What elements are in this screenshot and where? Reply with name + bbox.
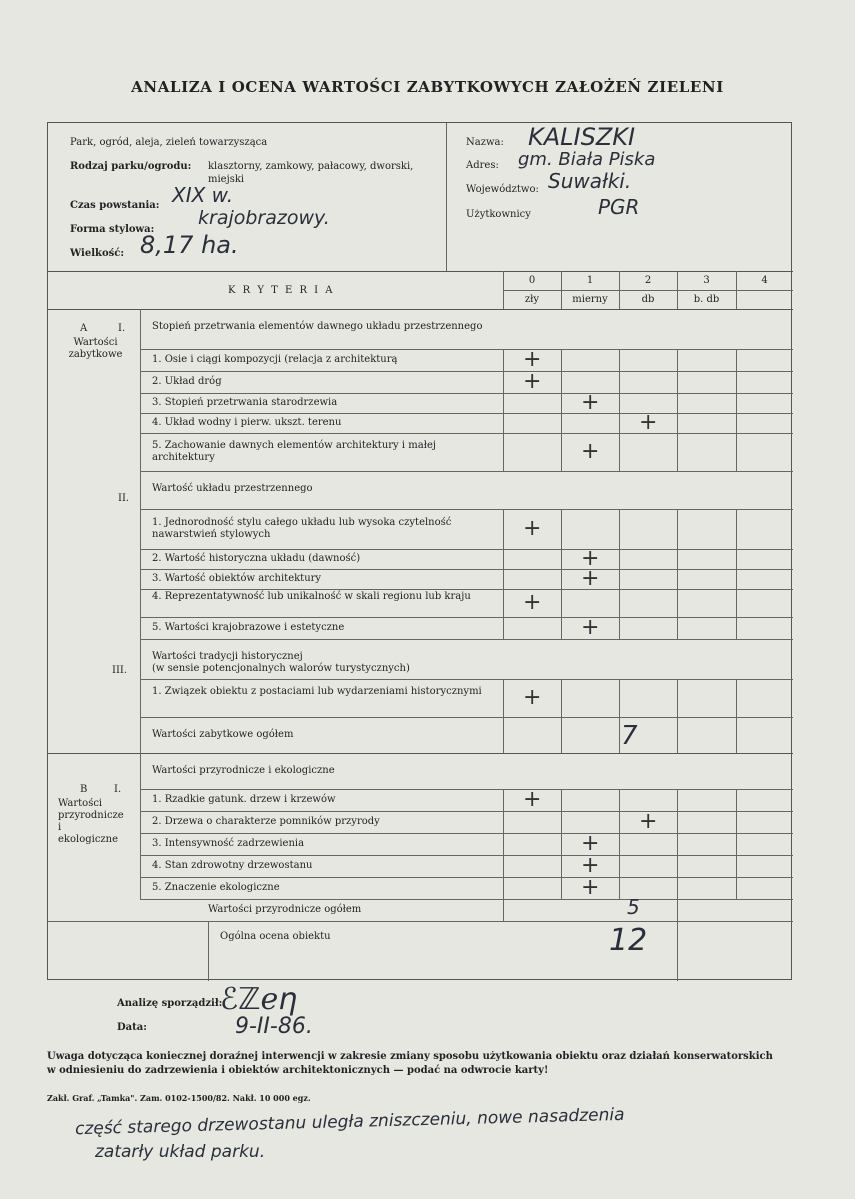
created-label: Czas powstania:: [70, 200, 160, 211]
row-a2-4-mark: +: [523, 590, 542, 615]
row-b-4-mark: +: [581, 853, 600, 878]
section-a-label: Wartości zabytkowe: [68, 337, 123, 360]
row-a1-3-label: 3. Stopień przetrwania starodrzewia: [152, 397, 338, 408]
name-value: KALISZKI: [528, 123, 636, 151]
row-a1-1-mark: +: [523, 347, 542, 372]
style-label: Forma stylowa:: [70, 224, 155, 235]
kind-options-city: miejski: [208, 174, 245, 185]
voivodeship-label: Województwo:: [466, 184, 539, 195]
row-a3-1-mark: +: [523, 685, 542, 710]
row-a1-3-mark: +: [581, 390, 600, 415]
scale-label-3: b. db: [693, 294, 720, 305]
overall-label: Ogólna ocena obiektu: [220, 931, 331, 942]
created-value: XIX w.: [172, 183, 234, 207]
group-a1-title: Stopień przetrwania elementów dawnego układu przestrzennego: [152, 321, 483, 332]
date-value: 9-II-86.: [235, 1014, 313, 1039]
row-b-1-mark: +: [523, 787, 542, 812]
address-value: gm. Biała Piska: [518, 149, 656, 170]
overall-value: 12: [609, 923, 648, 958]
row-b-2-mark: +: [639, 809, 658, 834]
row-b-3-label: 3. Intensywność zadrzewienia: [152, 838, 305, 849]
row-b-5-label: 5. Znaczenie ekologiczne: [152, 882, 280, 893]
total-a-value: 7: [621, 721, 638, 751]
name-label: Nazwa:: [466, 137, 504, 148]
row-a1-5-label: 5. Zachowanie dawnych elementów architektury i małej architektury: [152, 440, 436, 463]
warning-line-2: w odniesieniu do zadrzewienia i obiektów architektonicznych — podać na odwrocie karty!: [47, 1065, 549, 1076]
style-value: krajobrazowy.: [198, 207, 330, 229]
row-a2-5-mark: +: [581, 615, 600, 640]
row-a1-4-label: 4. Układ wodny i pierw. ukszt. terenu: [152, 417, 342, 428]
section-a-roman-3: III.: [112, 665, 128, 676]
section-a-roman-1: I.: [118, 323, 126, 334]
group-a3-subtitle: (w sensie potencjonalnych walorów turystycznych): [152, 663, 410, 674]
date-label: Data:: [117, 1022, 147, 1033]
handwritten-note-2: zatarły układ parku.: [95, 1142, 266, 1162]
scale-label-2: db: [641, 294, 655, 305]
scale-num-4: 4: [761, 275, 768, 286]
document-title: ANALIZA I OCENA WARTOŚCI ZABYTKOWYCH ZAŁOŻEŃ ZIELENI: [131, 78, 724, 96]
section-b-letter: B: [80, 784, 88, 795]
row-a1-4-mark: +: [639, 410, 658, 435]
kind-options: klasztorny, zamkowy, pałacowy, dworski,: [208, 161, 414, 172]
row-a2-3-label: 3. Wartość obiektów architektury: [152, 573, 322, 584]
row-a2-1-mark: +: [523, 516, 542, 541]
row-b-4-label: 4. Stan zdrowotny drzewostanu: [152, 860, 313, 871]
signature: ℰℤℯη: [220, 982, 298, 1017]
total-b-value: 5: [627, 895, 640, 919]
park-type-label: Park, ogród, aleja, zieleń towarzysząca: [70, 137, 268, 148]
warning-line-1: Uwaga dotycząca koniecznej doraźnej interwencji w zakresie zmiany sposobu użytkowania obiektu oraz działań konserwatorskich: [47, 1051, 773, 1062]
size-label: Wielkość:: [70, 248, 125, 259]
voivodeship-value: Suwałki.: [548, 169, 632, 193]
scale-num-2: 2: [644, 275, 652, 286]
section-b-label: Wartości przyrodnicze i ekologiczne: [58, 798, 124, 845]
group-b-title: Wartości przyrodnicze i ekologiczne: [152, 765, 335, 776]
users-value: PGR: [598, 195, 640, 219]
row-b-2-label: 2. Drzewa o charakterze pomników przyrody: [152, 816, 380, 827]
scale-num-0: 0: [528, 275, 536, 286]
section-a-letter: A: [80, 323, 88, 334]
row-a2-2-label: 2. Wartość historyczna układu (dawność): [152, 553, 361, 564]
size-value: 8,17 ha.: [140, 231, 239, 259]
row-a2-4-label: 4. Reprezentatywność lub unikalność w skali regionu lub kraju: [152, 591, 471, 602]
row-a2-5-label: 5. Wartości krajobrazowe i estetyczne: [152, 622, 345, 633]
warning-note: [47, 1050, 807, 1078]
handwritten-note-1: część starego drzewostanu uległa zniszczeniu, nowe nasadzenia: [74, 1104, 625, 1140]
users-label: Użytkownicy: [466, 209, 531, 220]
prepared-label: Analizę sporządził:: [117, 998, 223, 1009]
row-a3-1-label: 1. Związek obiektu z postaciami lub wydarzeniami historycznymi: [152, 686, 482, 697]
scale-num-1: 1: [586, 275, 594, 286]
kind-label: Rodzaj parku/ogrodu:: [70, 161, 192, 172]
row-a1-1-label: 1. Osie i ciągi kompozycji (relacja z architekturą: [152, 354, 398, 365]
address-label: Adres:: [466, 160, 499, 171]
scale-num-3: 3: [703, 275, 710, 286]
assessment-form: [47, 122, 792, 980]
row-a1-2-mark: +: [523, 369, 542, 394]
section-b-roman-1: I.: [114, 784, 122, 795]
total-b-label: Wartości przyrodnicze ogółem: [208, 904, 362, 915]
row-b-3-mark: +: [581, 831, 600, 856]
row-b-5-mark: +: [581, 875, 600, 900]
group-a3-title: Wartości tradycji historycznej: [152, 651, 303, 662]
row-a1-5-mark: +: [581, 439, 600, 464]
section-a-roman-2: II.: [118, 493, 130, 504]
row-a2-3-mark: +: [581, 566, 600, 591]
row-a1-2-label: 2. Układ dróg: [152, 376, 222, 387]
scale-label-0: zły: [524, 294, 540, 305]
total-a-label: Wartości zabytkowe ogółem: [152, 729, 294, 740]
printer-info: Zakł. Graf. „Tamka". Zam. 0102-1500/82. Nakł. 10 000 egz.: [47, 1093, 311, 1103]
row-a2-1-label: 1. Jednorodność stylu całego układu lub wysoka czytelność nawarstwień stylowych: [152, 517, 452, 540]
group-a2-title: Wartość układu przestrzennego: [152, 483, 313, 494]
row-b-1-label: 1. Rzadkie gatunk. drzew i krzewów: [152, 794, 336, 805]
criteria-header: K R Y T E R I A: [228, 285, 335, 296]
row-a2-2-mark: +: [581, 546, 600, 571]
scale-label-1: mierny: [572, 294, 608, 305]
